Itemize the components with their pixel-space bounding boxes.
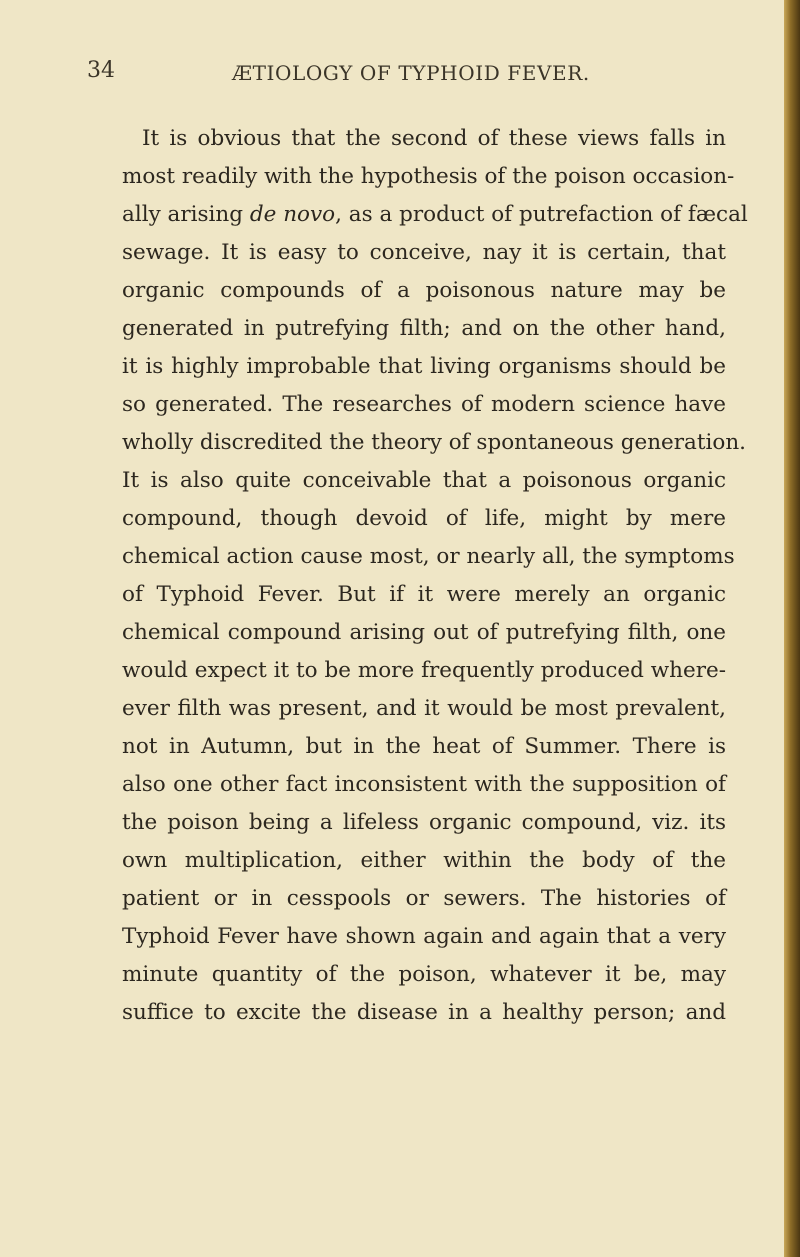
text-line: also one other fact inconsistent with the supposition of — [122, 772, 726, 797]
text-line: minute quantity of the poison, whatever it be, may — [122, 962, 726, 987]
text-line: not in Autumn, but in the heat of Summer. There is — [122, 734, 726, 759]
text-line: ever filth was present, and it would be most prevalent, — [122, 696, 726, 721]
text-line: suffice to excite the disease in a healthy person; and — [122, 1000, 726, 1025]
text-line: ally arising de novo, as a product of putrefaction of fæcal — [122, 202, 748, 227]
text-line: most readily with the hypothesis of the poison occasion- — [122, 164, 735, 189]
italic-phrase: de novo — [249, 202, 336, 227]
text-line: own multiplication, either within the body of the — [122, 848, 726, 873]
text-line: generated in putrefying filth; and on the other hand, — [122, 316, 726, 341]
text-line: It is obvious that the second of these views falls in — [142, 126, 726, 151]
text-line: compound, though devoid of life, might by mere — [122, 506, 726, 531]
text-line: It is also quite conceivable that a poisonous organic — [122, 468, 726, 493]
text-line: patient or in cesspools or sewers. The histories of — [122, 886, 726, 911]
text-line: the poison being a lifeless organic compound, viz. its — [122, 810, 726, 835]
text-line: Typhoid Fever have shown again and again that a very — [122, 924, 726, 949]
text-line: so generated. The researches of modern science have — [122, 392, 726, 417]
text-line: of Typhoid Fever. But if it were merely an organic — [122, 582, 726, 607]
text-line: chemical action cause most, or nearly all, the symptoms — [122, 544, 735, 569]
text-line: would expect it to be more frequently produced where- — [122, 658, 726, 683]
text-line: organic compounds of a poisonous nature may be — [122, 278, 726, 303]
text-line: chemical compound arising out of putrefying filth, one — [122, 620, 726, 645]
text-line: sewage. It is easy to conceive, nay it is certain, that — [122, 240, 726, 265]
page-number: 34 — [87, 58, 115, 83]
text-line: it is highly improbable that living organisms should be — [122, 354, 726, 379]
running-title: ÆTIOLOGY OF TYPHOID FEVER. — [232, 61, 590, 85]
text-line: wholly discredited the theory of spontaneous generation. — [122, 430, 747, 455]
